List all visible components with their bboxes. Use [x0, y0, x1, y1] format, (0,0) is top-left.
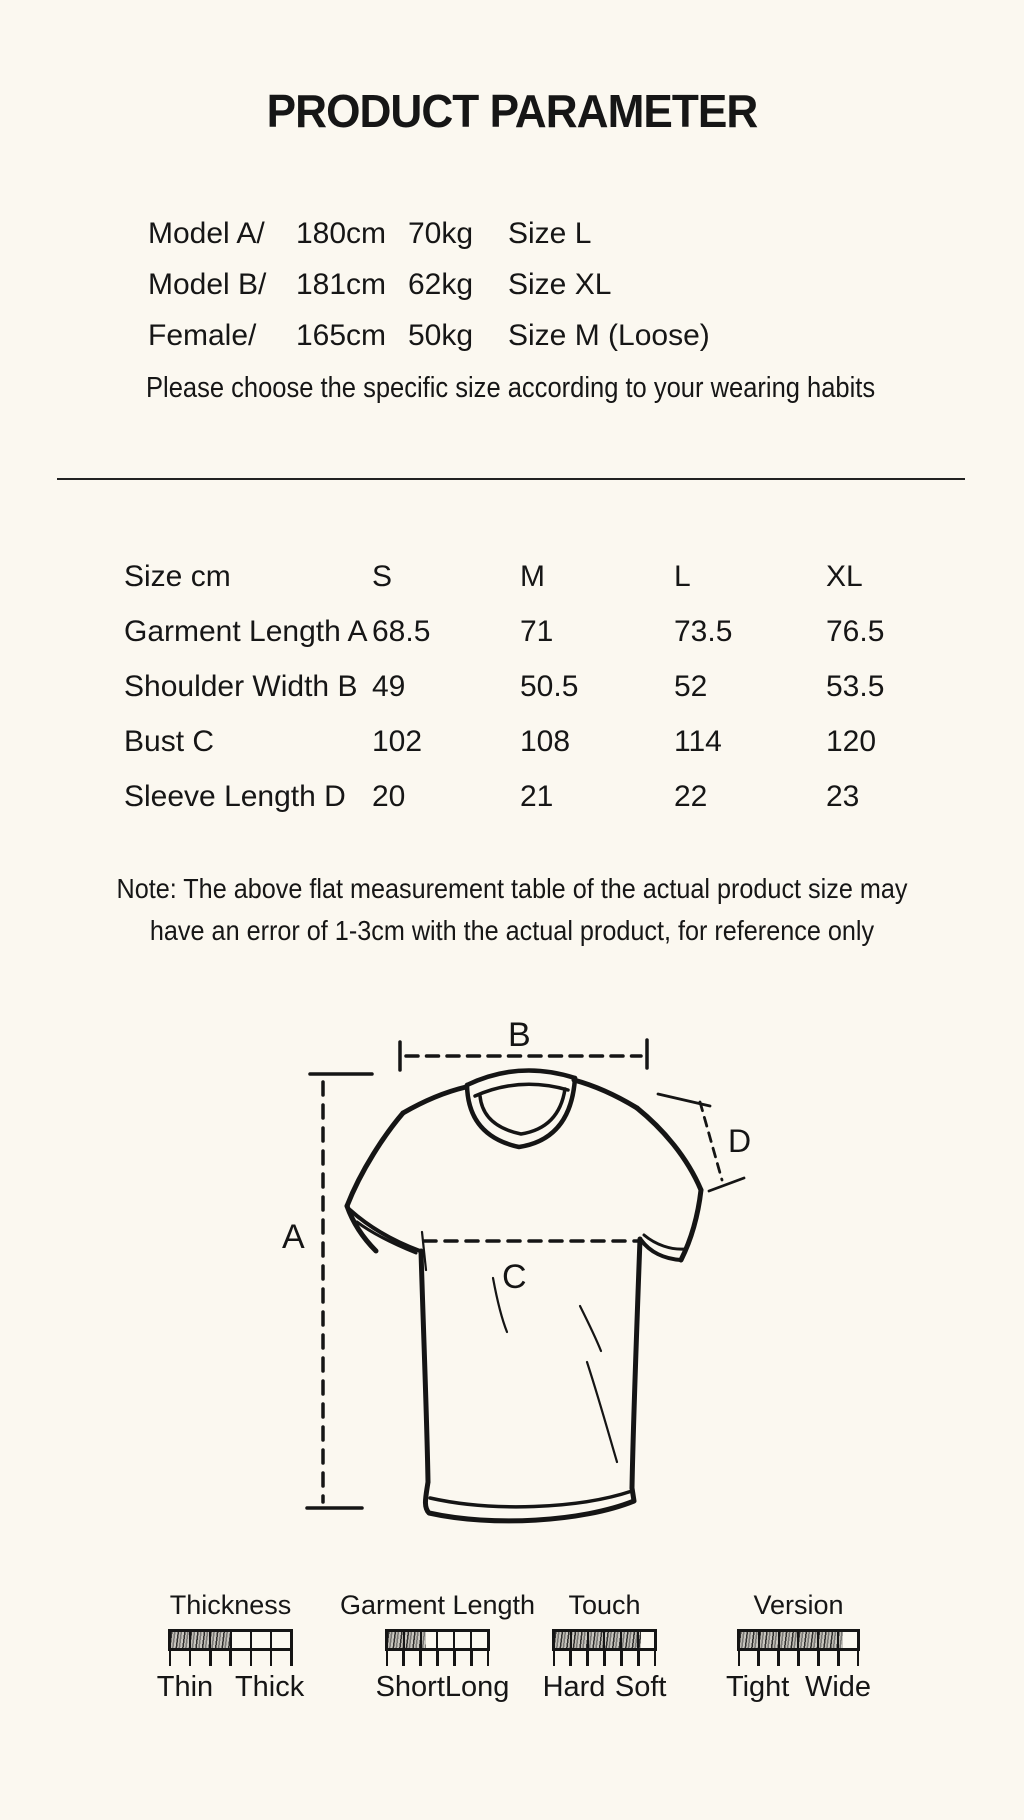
table-cell: 68.5: [372, 614, 431, 648]
scale-touch: [542, 1590, 667, 1704]
model-info-block: [148, 208, 710, 361]
note-line-1: Note: The above flat measurement table of the actual product size may: [116, 873, 908, 904]
table-cell: 49: [372, 669, 406, 703]
table-cell: 102: [372, 724, 423, 758]
model-label: Model B/: [148, 267, 267, 301]
d-tick-top: [658, 1094, 710, 1106]
size-table-header: S: [372, 559, 393, 593]
right-side-seam: [632, 1239, 640, 1488]
model-size: Size M (Loose): [508, 318, 710, 352]
table-row-label: Bust C: [124, 724, 215, 758]
scale-left-label: Short: [375, 1671, 445, 1703]
table-cell: 23: [826, 779, 860, 813]
ruler-scale-icon: [168, 1629, 293, 1651]
scale-title: Garment Length: [339, 1590, 536, 1620]
size-table: [124, 549, 954, 824]
ruler-teeth: [737, 1651, 860, 1666]
table-cell: 50.5: [520, 669, 579, 703]
size-table-header: M: [520, 559, 545, 593]
ruler-scale-icon: [552, 1629, 657, 1651]
model-height: 181cm: [296, 267, 387, 301]
table-cell: 114: [674, 724, 722, 758]
wrinkle-line: [580, 1306, 601, 1351]
table-cell: 21: [520, 779, 554, 813]
table-cell: 52: [674, 669, 708, 703]
wrinkle-line: [587, 1362, 617, 1462]
model-label: Female/: [148, 318, 257, 352]
size-advice-text: Please choose the specific size according to your wearing habits: [146, 372, 876, 404]
model-label: Model A/: [148, 216, 265, 250]
label-b: B: [508, 1016, 531, 1054]
scale-title: Touch: [568, 1590, 641, 1620]
d-tick-bottom: [709, 1178, 744, 1191]
table-cell: 20: [372, 779, 406, 813]
label-c: C: [502, 1258, 527, 1296]
hem-inner: [430, 1491, 632, 1507]
page-title: PRODUCT PARAMETER: [266, 85, 758, 137]
scale-title: Thickness: [169, 1590, 292, 1620]
left-side-seam: [421, 1251, 428, 1482]
table-cell: 53.5: [826, 669, 885, 703]
collar-band-inner-top: [475, 1084, 568, 1096]
scale-right-label: Soft: [614, 1671, 667, 1703]
size-table-header: L: [674, 559, 691, 593]
scale-thickness: [156, 1590, 305, 1704]
model-weight: 70kg: [408, 216, 474, 250]
label-a: A: [282, 1218, 305, 1256]
scale-left-label: Thin: [156, 1671, 214, 1703]
scale-version: [725, 1590, 872, 1704]
scale-left-label: Hard: [542, 1671, 606, 1703]
model-info-row: [148, 208, 710, 259]
ruler-teeth: [385, 1651, 490, 1666]
ruler-teeth: [168, 1651, 293, 1666]
right-sleeve-outer: [637, 1108, 701, 1190]
label-d: D: [728, 1123, 752, 1159]
ruler-teeth: [552, 1651, 657, 1666]
note-line-2: have an error of 1-3cm with the actual product, for reference only: [149, 915, 875, 946]
right-shoulder-seam: [574, 1080, 637, 1108]
table-row-label: Garment Length A: [124, 614, 368, 648]
model-weight: 62kg: [408, 267, 474, 301]
left-shoulder-seam: [403, 1087, 466, 1113]
table-row-label: Sleeve Length D: [124, 779, 346, 813]
model-info-row: [148, 310, 710, 361]
model-size: Size L: [508, 216, 592, 250]
scale-left-label: Tight: [725, 1671, 790, 1703]
size-table-header: XL: [826, 559, 863, 593]
ruler-scale-icon: [385, 1629, 490, 1651]
table-cell: 22: [674, 779, 708, 813]
collar-front-inner: [480, 1089, 565, 1134]
model-height: 165cm: [296, 318, 387, 352]
table-cell: 76.5: [826, 614, 885, 648]
scale-title: Version: [753, 1590, 844, 1620]
ruler-scale-icon: [737, 1629, 860, 1651]
table-cell: 71: [520, 614, 554, 648]
measurement-note: [51, 868, 973, 952]
size-table-header: Size cm: [124, 559, 231, 593]
table-cell: 73.5: [674, 614, 733, 648]
scale-right-label: Thick: [234, 1671, 305, 1703]
model-height: 180cm: [296, 216, 387, 250]
scale-right-label: Long: [444, 1671, 510, 1703]
left-sleeve-outer: [347, 1113, 403, 1206]
table-cell: 120: [826, 724, 877, 758]
model-size: Size XL: [508, 267, 612, 301]
section-divider: [57, 478, 965, 480]
scale-right-label: Wide: [804, 1671, 872, 1703]
d-dashed-line: [700, 1102, 722, 1180]
tshirt-measurement-diagram: [230, 1010, 790, 1530]
model-info-row: [148, 259, 710, 310]
model-weight: 50kg: [408, 318, 474, 352]
table-row-label: Shoulder Width B: [124, 669, 358, 703]
table-cell: 108: [520, 724, 571, 758]
